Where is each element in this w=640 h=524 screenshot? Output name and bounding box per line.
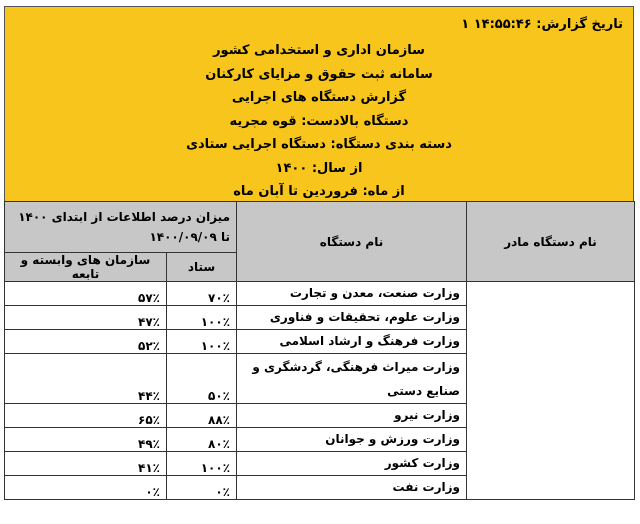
parent-branch: دستگاه بالادست: قوه مجریه <box>229 113 409 129</box>
device-name: وزارت میراث فرهنگی، گردشگری و صنایع دستی <box>237 354 467 404</box>
col-device-header: نام دستگاه <box>237 202 467 282</box>
device-name: وزارت کشور <box>237 452 467 476</box>
report-title: گزارش دستگاه های اجرایی <box>231 90 407 105</box>
system-name: سامانه ثبت حقوق و مزایای کارکنان <box>205 66 433 82</box>
device-name: وزارت نیرو <box>237 404 467 428</box>
device-name: وزارت علوم، تحقیقات و فناوری <box>237 306 467 330</box>
table-header-row <box>5 202 635 253</box>
device-name: وزارت ورزش و جوانان <box>237 428 467 452</box>
hq-percent: ۱۰۰٪ <box>167 330 237 354</box>
affiliated-percent: ۵۲٪ <box>5 330 167 354</box>
hq-percent: ۸۰٪ <box>167 428 237 452</box>
sub-header-affiliated: سازمان های وابسته و تابعه <box>5 253 167 282</box>
org-name: سازمان اداری و استخدامی کشور <box>213 43 425 58</box>
report-header <box>4 6 634 202</box>
hq-percent: ۱۰۰٪ <box>167 306 237 330</box>
parent-cell <box>467 282 635 500</box>
col-percent-header: میزان درصد اطلاعات از ابتدای ۱۴۰۰ تا ۱۴۰۰/۰۹/۰۹ <box>5 202 237 253</box>
col-parent-header: نام دستگاه مادر <box>467 202 635 282</box>
affiliated-percent: ۵۷٪ <box>5 282 167 306</box>
hq-percent: ۸۸٪ <box>167 404 237 428</box>
report <box>4 6 634 518</box>
device-name: وزارت فرهنگ و ارشاد اسلامی <box>237 330 467 354</box>
affiliated-percent: ۴۴٪ <box>5 354 167 404</box>
affiliated-percent: ۴۱٪ <box>5 452 167 476</box>
table-row <box>5 282 635 306</box>
device-category: دسته بندی دستگاه: دستگاه اجرایی ستادی <box>186 137 452 152</box>
hq-percent: ۱۰۰٪ <box>167 452 237 476</box>
affiliated-percent: ۴۷٪ <box>5 306 167 330</box>
affiliated-percent: ۴۹٪ <box>5 428 167 452</box>
hq-percent: ۰٪ <box>167 476 237 500</box>
device-name: وزارت صنعت، معدن و تجارت <box>237 282 467 306</box>
month-range: از ماه: فروردین تا آبان ماه <box>233 184 405 199</box>
sub-header-hq: ستاد <box>167 253 237 282</box>
hq-percent: ۵۰٪ <box>167 354 237 404</box>
header-lines <box>125 39 513 204</box>
affiliated-percent: ۶۵٪ <box>5 404 167 428</box>
from-year: از سال: ۱۴۰۰ <box>275 160 363 176</box>
device-name: وزارت نفت <box>237 476 467 500</box>
report-date: تاریخ گزارش: ۱۴:۵۵:۴۶ ۱ <box>461 17 623 32</box>
devices-table <box>4 201 635 500</box>
hq-percent: ۷۰٪ <box>167 282 237 306</box>
affiliated-percent: ۰٪ <box>5 476 167 500</box>
